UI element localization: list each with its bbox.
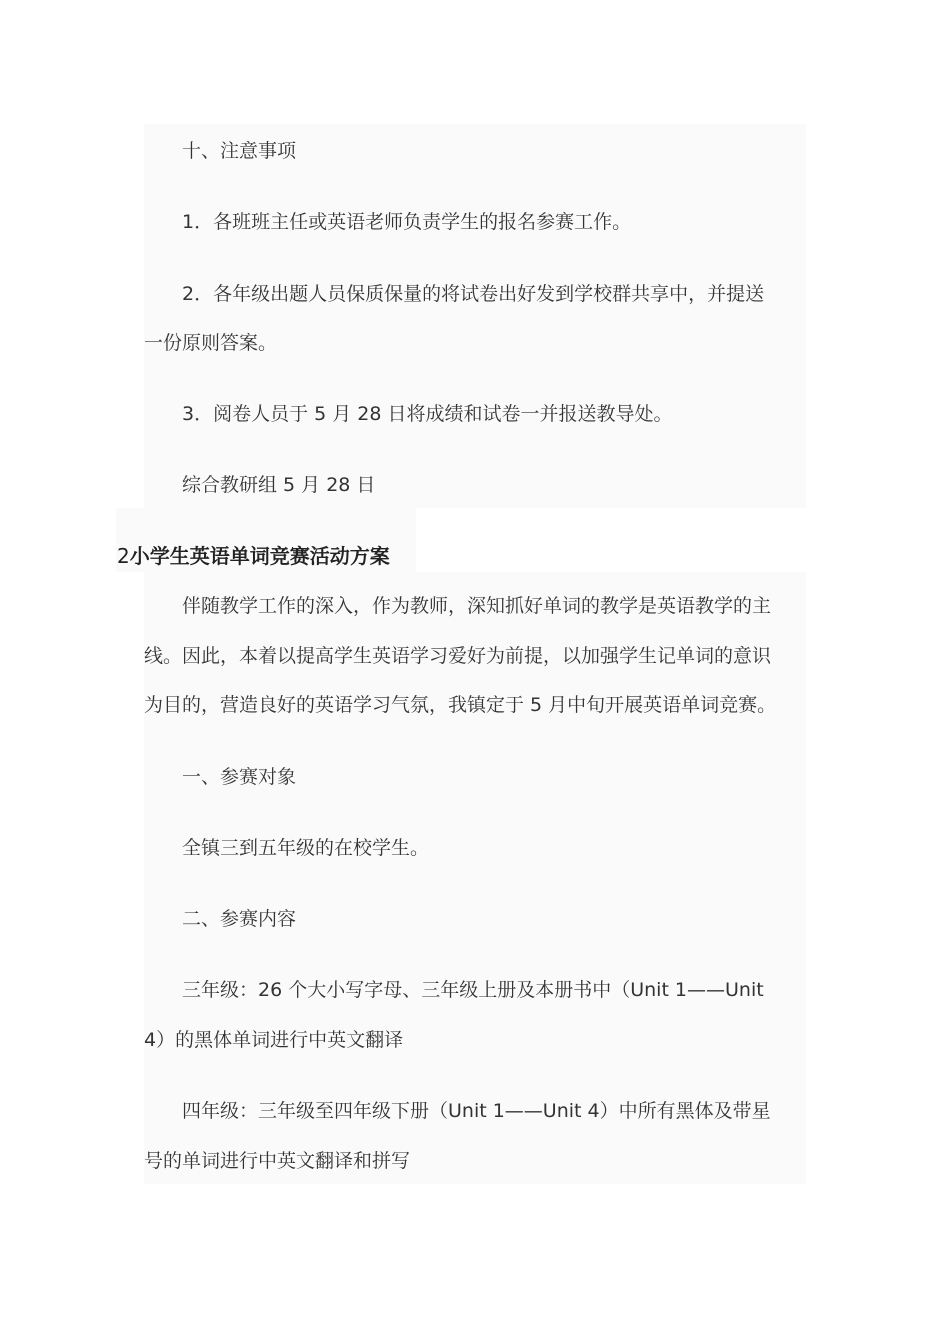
- section-heading-notes: 十、注意事项: [182, 140, 297, 162]
- heading-participants: 一、参赛对象: [182, 766, 297, 788]
- intro-line-2: 线。因此，本着以提高学生英语学习爱好为前提，以加强学生记单词的意识: [144, 645, 772, 667]
- grade4-line-1: 四年级：三年级至四年级下册（Unit 1——Unit 4）中所有黑体及带星: [182, 1100, 771, 1122]
- intro-line-1: 伴随教学工作的深入，作为教师，深知抓好单词的教学是英语教学的主: [182, 595, 772, 617]
- grade4-line-2: 号的单词进行中英文翻译和拼写: [144, 1150, 411, 1172]
- signature: 综合教研组 5 月 28 日: [182, 474, 376, 496]
- content-block-top: [144, 124, 806, 508]
- notes-item-3: 3．阅卷人员于 5 月 28 日将成绩和试卷一并报送教导处。: [182, 403, 673, 425]
- section-title-text: 小学生英语单词竞赛活动方案: [129, 544, 390, 568]
- intro-line-3: 为目的，营造良好的英语学习气氛，我镇定于 5 月中旬开展英语单词竞赛。: [144, 694, 777, 716]
- notes-item-2-line-1: 2．各年级出题人员保质保量的将试卷出好发到学校群共享中，并提送: [182, 283, 765, 305]
- grade3-line-2: 4）的黑体单词进行中英文翻译: [144, 1029, 404, 1051]
- notes-item-1: 1．各班班主任或英语老师负责学生的报名参赛工作。: [182, 211, 632, 233]
- section-title: [117, 542, 390, 570]
- participants-text: 全镇三到五年级的在校学生。: [182, 837, 430, 859]
- section-number: 2: [117, 544, 130, 568]
- heading-content: 二、参赛内容: [182, 908, 297, 930]
- grade3-line-1: 三年级：26 个大小写字母、三年级上册及本册书中（Unit 1——Unit: [182, 979, 764, 1001]
- notes-item-2-line-2: 一份原则答案。: [144, 332, 278, 354]
